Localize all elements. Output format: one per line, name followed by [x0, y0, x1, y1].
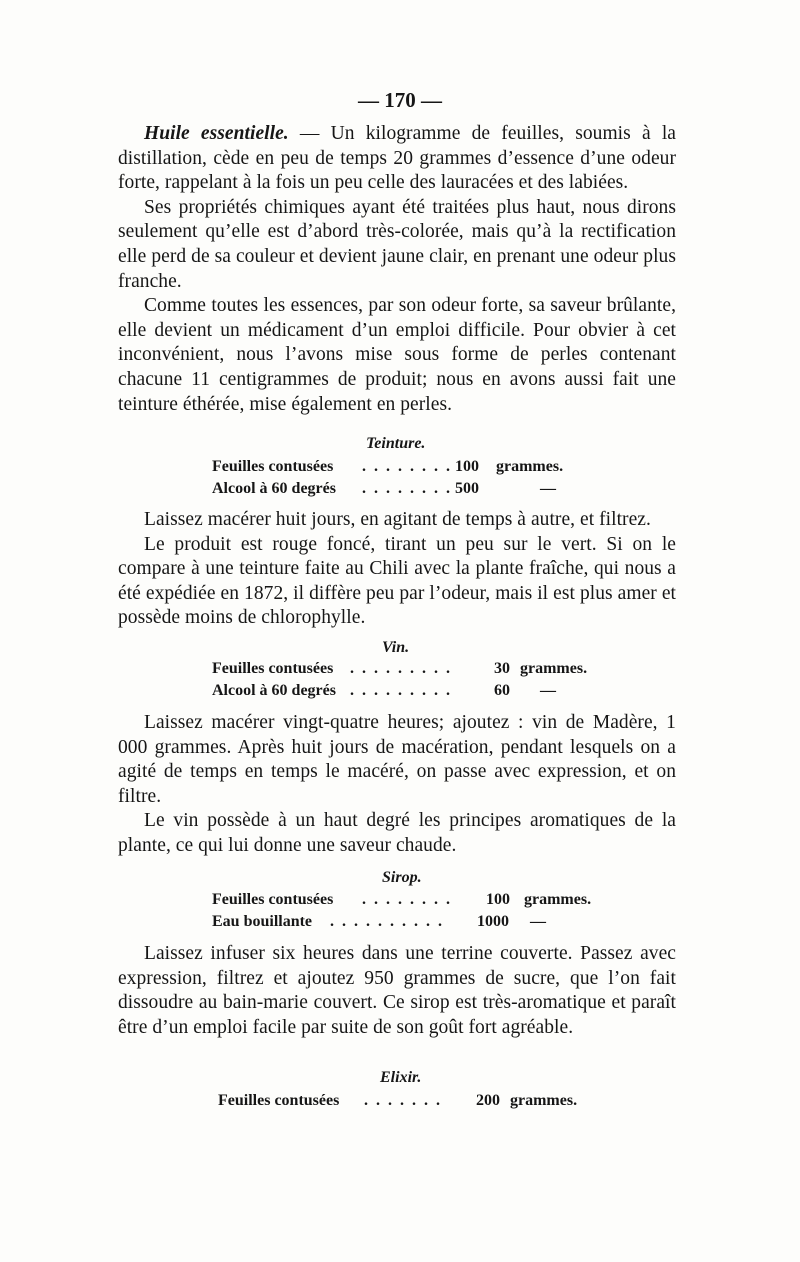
section-heading: Huile essentielle. [144, 123, 289, 144]
unit: grammes. [520, 660, 588, 677]
ingredient: Feuilles contusées [212, 891, 334, 908]
teinture-text [118, 508, 676, 631]
vin-text [118, 711, 676, 859]
quantity: 500 [455, 480, 479, 497]
quantity: 200 [476, 1092, 500, 1109]
ingredient: Feuilles contusées [212, 660, 334, 677]
leader-dots: . . . . . . . . . . [330, 913, 444, 930]
unit: grammes. [510, 1092, 578, 1109]
quantity: 30 [494, 660, 510, 677]
intro-section [118, 122, 676, 417]
paragraph-text: — Un kilogramme de feuilles, soumis à la distillation, cède en peu de temps 20 grammes d’essence d’une odeur forte, rappelant à la fois un peu celle des lauracées et des labiées. [118, 123, 676, 194]
recipe-row [212, 682, 592, 702]
quantity: 1000 [477, 913, 509, 930]
paragraph: Le produit est rouge foncé, tirant un peu sur le vert. Si on le compare à une teinture faite au Chili avec la plante fraîche, qui nous a été expédiée en 1872, il diffère peu par l’odeur, mais il est plus amer et possède moins de chlorophylle. [118, 533, 676, 629]
leader-dots: . . . . . . . . . [350, 660, 452, 677]
paragraph: Laissez macérer vingt-quatre heures; ajoutez : vin de Madère, 1 000 grammes. Après huit jours de macération, pendant lesquels on a agité de temps en temps le macéré, on passe avec expression, et on filtre. [118, 712, 676, 807]
recipe-title-sirop: Sirop. [382, 869, 422, 886]
paragraph: Ses propriétés chimiques ayant été traitées plus haut, nous dirons seulement qu’elle est d’abord très-colorée, mais qu’à la rectification elle perd de sa couleur et devient jaune clair, en prenant une odeur plus franche. [118, 196, 676, 292]
unit: — [540, 480, 556, 497]
paragraph: Laissez infuser six heures dans une terrine couverte. Passez avec expression, filtrez et ajoutez 950 grammes de sucre, que l’on fait dissoudre au bain-marie couvert. Ce sirop est très-aromatique et paraît être d’un emploi facile par suite de son goût fort agréable. [118, 943, 676, 1038]
ingredient: Alcool à 60 degrés [212, 480, 336, 497]
unit: grammes. [524, 891, 592, 908]
ingredient: Alcool à 60 degrés [212, 682, 336, 699]
recipe-title-vin: Vin. [382, 639, 410, 656]
paragraph [118, 122, 676, 196]
ingredient: Feuilles contusées [218, 1092, 340, 1109]
ingredient: Eau bouillante [212, 913, 313, 930]
quantity: 60 [494, 682, 510, 699]
sirop-text [118, 942, 676, 1040]
unit: — [530, 913, 546, 930]
quantity: 100 [486, 891, 510, 908]
leader-dots: . . . . . . . . [362, 480, 452, 497]
page-number: — 170 — [358, 88, 442, 112]
recipe-row [212, 458, 592, 478]
unit: — [540, 682, 556, 699]
recipe-row [212, 913, 592, 933]
quantity: 100 [455, 458, 479, 475]
paragraph: Comme toutes les essences, par son odeur forte, sa saveur brûlante, elle devient un médicament d’un emploi difficile. Pour obvier à cet inconvénient, nous l’avons mise sous forme de perles contenant chacune 11 centigrammes de produit; nous en avons aussi fait une teinture éthérée, mise également en perles. [118, 295, 676, 415]
paragraph: Le vin possède à un haut degré les principes aromatiques de la plante, ce qui lui donne une saveur chaude. [118, 810, 676, 856]
leader-dots: . . . . . . . . [362, 458, 452, 475]
recipe-row [212, 480, 592, 500]
recipe-title-teinture: Teinture. [366, 435, 426, 452]
recipe-row [218, 1092, 598, 1112]
leader-dots: . . . . . . . . . [350, 682, 452, 699]
paragraph: Laissez macérer huit jours, en agitant de temps à autre, et filtrez. [144, 509, 651, 530]
leader-dots: . . . . . . . . [362, 891, 452, 908]
leader-dots: . . . . . . . [364, 1092, 442, 1109]
unit: grammes. [496, 458, 564, 475]
recipe-title-elixir: Elixir. [380, 1069, 422, 1086]
recipe-row [212, 660, 592, 680]
ingredient: Feuilles contusées [212, 458, 334, 475]
recipe-row [212, 891, 592, 911]
